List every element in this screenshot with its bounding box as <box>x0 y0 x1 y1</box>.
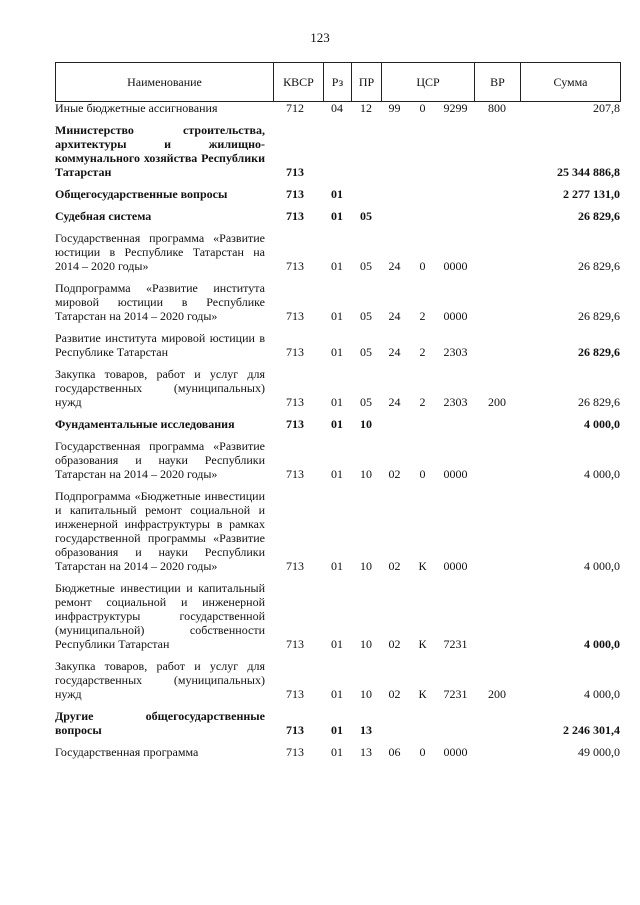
cell-sum: 4 000,0 <box>584 467 620 481</box>
table-row <box>55 101 620 115</box>
cell-sum: 2 277 131,0 <box>563 187 620 201</box>
cell-c3 <box>437 201 474 223</box>
table-row <box>55 481 620 573</box>
cell-c1 <box>381 701 408 737</box>
cell-vr <box>474 323 520 359</box>
cell-c3: 2303 <box>443 345 468 359</box>
table-row <box>55 201 620 223</box>
cell-pr: 05 <box>360 259 372 273</box>
cell-pr <box>351 179 381 201</box>
cell-sum: 4 000,0 <box>584 687 620 701</box>
cell-c1: 24 <box>388 395 401 409</box>
cell-vr <box>474 179 520 201</box>
cell-c3: 0000 <box>443 467 468 481</box>
cell-name: Общегосударственные вопросы <box>55 187 228 201</box>
cell-kvsr: 713 <box>286 309 304 323</box>
cell-c3: 7231 <box>443 637 468 651</box>
table-row <box>55 223 620 273</box>
header-sum: Сумма <box>521 63 621 102</box>
cell-c3: 9299 <box>443 101 468 115</box>
cell-vr <box>474 701 520 737</box>
cell-sum: 2 246 301,4 <box>563 723 620 737</box>
cell-vr: 200 <box>488 687 506 701</box>
cell-vr <box>474 573 520 651</box>
cell-vr <box>474 481 520 573</box>
cell-c3: 0000 <box>443 745 468 759</box>
cell-pr: 10 <box>360 417 372 431</box>
header-csr: ЦСР <box>382 63 475 102</box>
cell-c1: 02 <box>388 637 401 651</box>
cell-name: Государственная программа «Развитие юстиции в Республике Татарстан на 2014 – 2020 годы» <box>55 231 265 273</box>
table-row <box>55 701 620 737</box>
cell-sum: 49 000,0 <box>578 745 620 759</box>
cell-pr: 10 <box>360 637 372 651</box>
cell-c1 <box>381 115 408 179</box>
cell-c1: 24 <box>388 309 401 323</box>
cell-rz: 01 <box>331 395 343 409</box>
cell-c3 <box>437 409 474 431</box>
cell-sum: 26 829,6 <box>578 345 620 359</box>
cell-rz: 01 <box>331 723 343 737</box>
cell-kvsr: 713 <box>286 417 304 431</box>
cell-c2: К <box>418 687 427 701</box>
cell-name: Государственная программа «Развитие образования и науки Республики Татарстан на 2014 – 2020 годы» <box>55 439 265 481</box>
cell-kvsr: 713 <box>286 687 304 701</box>
budget-table <box>55 101 620 759</box>
cell-vr <box>474 201 520 223</box>
cell-name: Фундаментальные исследования <box>55 417 235 431</box>
cell-c3 <box>437 115 474 179</box>
cell-sum: 25 344 886,8 <box>557 165 620 179</box>
cell-c2 <box>408 115 437 179</box>
header-name: Наименование <box>56 63 274 102</box>
cell-kvsr: 713 <box>286 259 304 273</box>
cell-sum: 207,8 <box>593 101 620 115</box>
cell-c2 <box>408 701 437 737</box>
header-kvsr: КВСР <box>274 63 324 102</box>
cell-kvsr: 713 <box>286 637 304 651</box>
page-number: 123 <box>310 30 330 45</box>
cell-rz: 01 <box>331 559 343 573</box>
cell-pr: 13 <box>360 745 372 759</box>
cell-kvsr: 713 <box>286 209 304 223</box>
table-row <box>55 431 620 481</box>
cell-sum: 4 000,0 <box>584 637 620 651</box>
cell-c1: 02 <box>388 467 401 481</box>
cell-c3: 2303 <box>443 395 468 409</box>
cell-rz: 01 <box>331 259 343 273</box>
table-row <box>55 573 620 651</box>
cell-pr: 10 <box>360 467 372 481</box>
table-row <box>55 323 620 359</box>
cell-vr <box>474 273 520 323</box>
cell-name: Закупка товаров, работ и услуг для государственных (муниципальных) нужд <box>55 367 265 409</box>
cell-c1: 99 <box>388 101 401 115</box>
cell-rz: 01 <box>331 637 343 651</box>
cell-vr: 200 <box>488 395 506 409</box>
cell-c2: 2 <box>419 345 426 359</box>
cell-c3: 0000 <box>443 559 468 573</box>
table-row <box>55 273 620 323</box>
table-row <box>55 115 620 179</box>
cell-name: Иные бюджетные ассигнования <box>55 101 218 115</box>
cell-sum: 26 829,6 <box>578 209 620 223</box>
cell-kvsr: 712 <box>286 101 304 115</box>
cell-pr <box>351 115 381 179</box>
cell-c2: 0 <box>419 101 426 115</box>
cell-pr: 12 <box>360 101 372 115</box>
cell-rz: 01 <box>331 309 343 323</box>
cell-kvsr: 713 <box>286 345 304 359</box>
cell-c1: 02 <box>388 687 401 701</box>
cell-sum: 4 000,0 <box>584 559 620 573</box>
header-pr: ПР <box>352 63 382 102</box>
cell-name: Судебная система <box>55 209 152 223</box>
cell-c1: 06 <box>388 745 401 759</box>
cell-rz: 01 <box>331 745 343 759</box>
cell-kvsr: 713 <box>286 187 304 201</box>
cell-kvsr: 713 <box>286 165 304 179</box>
header-rz: Рз <box>324 63 352 102</box>
cell-c3 <box>437 179 474 201</box>
cell-pr: 05 <box>360 345 372 359</box>
cell-rz: 01 <box>331 687 343 701</box>
cell-kvsr: 713 <box>286 723 304 737</box>
cell-c1: 02 <box>388 559 401 573</box>
cell-name: Закупка товаров, работ и услуг для государственных (муниципальных) нужд <box>55 659 265 701</box>
cell-c3 <box>437 701 474 737</box>
cell-vr: 800 <box>488 101 506 115</box>
cell-c2: 2 <box>419 395 426 409</box>
cell-pr: 13 <box>360 723 372 737</box>
table-row <box>55 409 620 431</box>
cell-c2: 0 <box>419 259 426 273</box>
cell-name: Развитие института мировой юстиции в Республике Татарстан <box>55 331 265 359</box>
cell-c1 <box>381 201 408 223</box>
cell-name: Другие общегосударственные вопросы <box>55 709 265 737</box>
cell-sum: 4 000,0 <box>584 417 620 431</box>
cell-c1 <box>381 409 408 431</box>
cell-vr <box>474 431 520 481</box>
cell-c2 <box>408 179 437 201</box>
cell-pr: 05 <box>360 395 372 409</box>
cell-name: Подпрограмма «Бюджетные инвестиции и капитальный ремонт социальной и инженерной инфраструктуры в рамках государственной программы «Развитие образования и науки Республики Татарстан на 2014 – 2020 годы» <box>55 489 265 573</box>
cell-c3: 0000 <box>443 259 468 273</box>
cell-sum: 26 829,6 <box>578 395 620 409</box>
cell-name: Министерство строительства, архитектуры и жилищно-коммунального хозяйства Республики Татарстан <box>55 123 265 179</box>
cell-c2: К <box>418 559 427 573</box>
cell-name: Государственная программа <box>55 745 199 759</box>
cell-c3: 0000 <box>443 309 468 323</box>
cell-vr <box>474 223 520 273</box>
cell-c2: 0 <box>419 467 426 481</box>
cell-c3: 7231 <box>443 687 468 701</box>
table-row <box>55 359 620 409</box>
cell-kvsr: 713 <box>286 745 304 759</box>
cell-kvsr: 713 <box>286 467 304 481</box>
cell-rz: 01 <box>331 187 343 201</box>
cell-vr <box>474 737 520 759</box>
cell-vr <box>474 409 520 431</box>
cell-kvsr: 713 <box>286 395 304 409</box>
cell-pr: 05 <box>360 309 372 323</box>
cell-name: Бюджетные инвестиции и капитальный ремонт социальной и инженерной инфраструктуры государственной (муниципальной) собственности Республики Татарстан <box>55 581 265 651</box>
cell-rz: 04 <box>331 101 343 115</box>
cell-pr: 10 <box>360 559 372 573</box>
cell-c2 <box>408 201 437 223</box>
cell-c1: 24 <box>388 259 401 273</box>
table-row <box>55 737 620 759</box>
cell-rz: 01 <box>331 417 343 431</box>
cell-rz: 01 <box>331 467 343 481</box>
cell-vr <box>474 115 520 179</box>
cell-sum: 26 829,6 <box>578 309 620 323</box>
cell-rz <box>323 115 351 179</box>
cell-c2: 0 <box>419 745 426 759</box>
cell-kvsr: 713 <box>286 559 304 573</box>
cell-c1 <box>381 179 408 201</box>
cell-c2: 2 <box>419 309 426 323</box>
cell-c2 <box>408 409 437 431</box>
cell-c1: 24 <box>388 345 401 359</box>
cell-rz: 01 <box>331 345 343 359</box>
table-row <box>55 651 620 701</box>
header-vr: ВР <box>475 63 521 102</box>
cell-pr: 10 <box>360 687 372 701</box>
table-header <box>55 62 621 102</box>
cell-sum: 26 829,6 <box>578 259 620 273</box>
cell-rz: 01 <box>331 209 343 223</box>
table-row <box>55 179 620 201</box>
cell-c2: К <box>418 637 427 651</box>
cell-pr: 05 <box>360 209 372 223</box>
cell-name: Подпрограмма «Развитие института мировой юстиции в Республике Татарстан на 2014 – 2020 годы» <box>55 281 265 323</box>
